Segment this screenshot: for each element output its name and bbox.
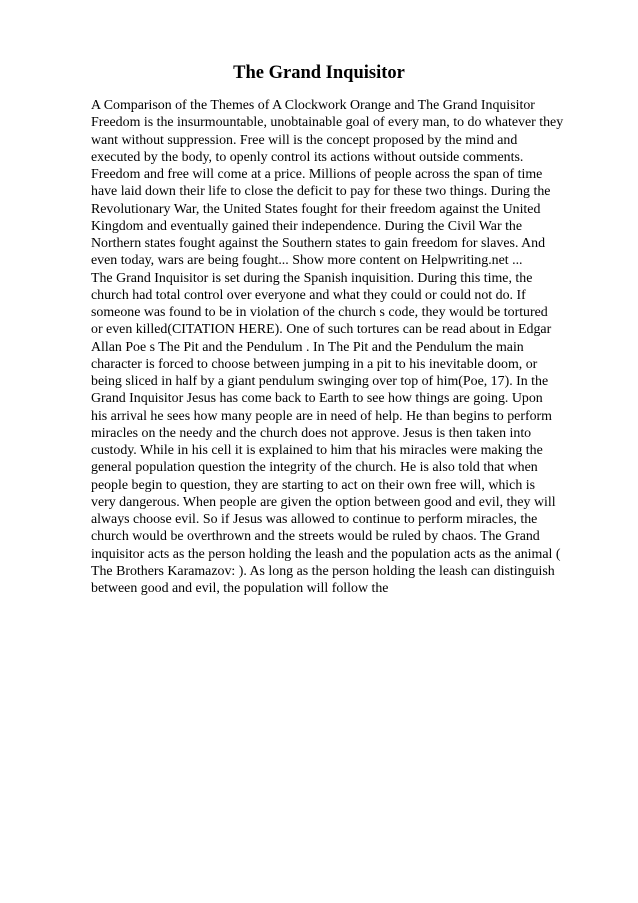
- text-line: very dangerous. When people are given the option between good and evil, they will: [91, 494, 556, 510]
- page-title: The Grand Inquisitor: [233, 63, 405, 83]
- text-line: Northern states fought against the Southern states to gain freedom for slaves. And: [91, 236, 546, 251]
- text-line: Kingdom and eventually gained their independence. During the Civil War the: [91, 218, 523, 234]
- text-line: character is forced to choose between jumping in a pit to his inevitable doom, or: [91, 356, 538, 372]
- text-line: his arrival he sees how many people are in need of help. He than begins to perform: [91, 408, 552, 424]
- text-line: have laid down their life to close the deficit to pay for these two things. During the: [91, 184, 551, 200]
- text-line: always choose evil. So if Jesus was allowed to continue to perform miracles, the: [91, 512, 538, 527]
- text-line: Freedom is the insurmountable, unobtainable goal of every man, to do whatever they: [91, 115, 564, 131]
- text-line: The Grand Inquisitor is set during the Spanish inquisition. During this time, the: [91, 270, 533, 286]
- text-line: Grand Inquisitor Jesus has come back to Earth to see how things are going. Upon: [91, 391, 543, 407]
- body-text: [91, 97, 564, 597]
- text-line: someone was found to be in violation of the church s code, they would be tortured: [91, 305, 548, 320]
- text-line: custody. While in his cell it is explained to him that his miracles were making the: [91, 443, 543, 458]
- text-line: being sliced in half by a giant pendulum swinging over top of him(Poe, 17). In the: [91, 374, 549, 389]
- text-line: church would be overthrown and the streets would be ruled by chaos. The Grand: [91, 529, 540, 545]
- text-line: Freedom and free will come at a price. Millions of people across the span of time: [91, 167, 543, 182]
- text-line: church had total control over everyone and what they could or could not do. If: [91, 287, 526, 303]
- text-line: or even killed(CITATION HERE). One of such tortures can be read about in Edgar: [91, 322, 552, 338]
- text-line: inquisitor acts as the person holding the leash and the population acts as the animal (: [91, 546, 561, 562]
- text-line: The Brothers Karamazov: ). As long as the person holding the leash can distinguish: [91, 563, 555, 579]
- text-line: people begin to question, they are starting to act on their own free will, which is: [91, 477, 535, 493]
- text-line: Allan Poe s The Pit and the Pendulum . In The Pit and the Pendulum the main: [91, 339, 524, 355]
- text-line: executed by the body, to openly control its actions without outside comments.: [91, 149, 524, 165]
- text-line: Revolutionary War, the United States fought for their freedom against the United: [91, 201, 541, 217]
- text-line: miracles on the needy and the church does not approve. Jesus is then taken into: [91, 425, 532, 441]
- text-line: want without suppression. Free will is the concept proposed by the mind and: [91, 132, 518, 148]
- text-line: between good and evil, the population will follow the: [91, 581, 389, 596]
- text-line: general population question the integrity of the church. He is also told that when: [91, 460, 538, 476]
- text-line: even today, wars are being fought... Show more content on Helpwriting.net ...: [91, 253, 523, 269]
- text-line: A Comparison of the Themes of A Clockwork Orange and The Grand Inquisitor: [91, 98, 535, 113]
